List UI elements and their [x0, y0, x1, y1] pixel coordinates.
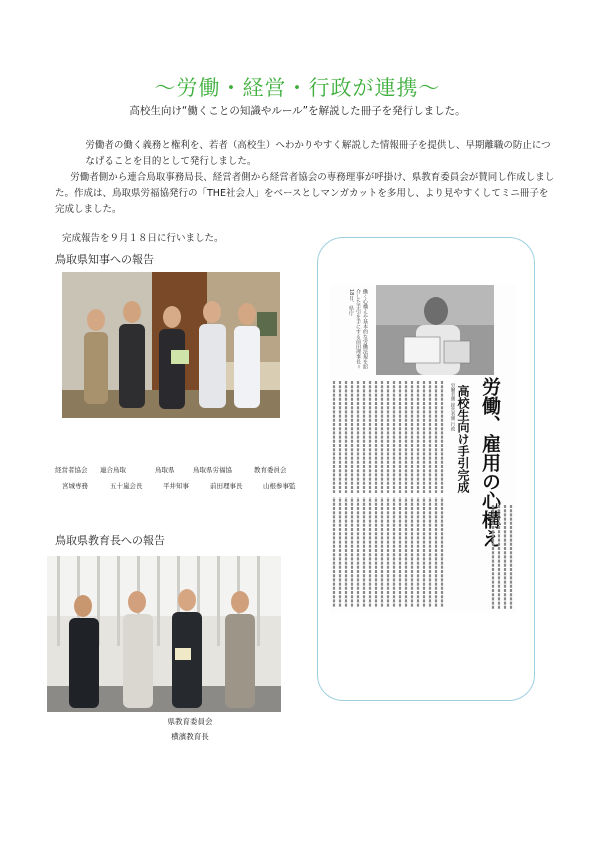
caption-name-4: 前田理事長	[210, 482, 243, 490]
governor-photo	[62, 272, 280, 418]
caption-org-2: 連合鳥取	[100, 466, 126, 474]
caption-org-4: 鳥取県労福協	[193, 466, 232, 474]
education-heading: 鳥取県教育長への報告	[55, 534, 165, 547]
caption-org-5: 教育委員会	[254, 466, 287, 474]
caption-name-1: 宮城専務	[62, 482, 88, 490]
page-title: ～労働・経営・行政が連携～	[154, 76, 441, 100]
paragraph-1: 労働者の働く義務と権利を、若者（高校生）へわかりやすく解説した情報冊子を提供し、早期離職の防止につなげることを目的として発行しました。	[85, 140, 551, 167]
caption-name-2: 五十嵐会長	[110, 482, 143, 490]
caption-name-3: 平井知事	[163, 482, 189, 490]
report-date: 完成報告を９月１８日に行いました。	[62, 233, 224, 244]
governor-heading: 鳥取県知事への報告	[55, 253, 154, 266]
clipping-article-text	[330, 377, 448, 613]
clipping-subheadline: 高校生向け手引完成	[456, 385, 470, 493]
clipping-headline: 労働、雇用の心構え	[479, 377, 501, 548]
page-subtitle: 高校生向け“働くことの知識やルール”を解説した冊子を発行しました。	[129, 105, 466, 117]
clipping-photo	[376, 285, 494, 375]
body-text	[55, 138, 555, 218]
newspaper-clipping	[330, 285, 516, 613]
clipping-byline: 労働者側 経営者側 行政	[450, 383, 455, 431]
education-caption-1: 県教育委員会	[167, 717, 213, 726]
caption-org-1: 経営者協会	[55, 466, 88, 474]
clipping-article-text-right	[490, 385, 514, 613]
caption-name-5: 山根参事監	[263, 482, 296, 490]
education-caption-2: 横濱教育長	[171, 732, 209, 741]
clipping-photo-caption: 働く心構えや基本的な労働法規を紹介した手引を手にする前田理事長＝18日、県庁	[348, 289, 368, 370]
paragraph-2: 労働者側から連合鳥取事務局長、経営者側から経営者協会の専務理事が呼掛け、県教育委員会が賛同し作成しました。作成は、鳥取県労福協発行の「THE社会人」をベースとしマンガカットを多用し、より見やすくしてミニ冊子を完成しました。	[55, 172, 555, 215]
caption-org-3: 鳥取県	[155, 466, 175, 474]
education-photo	[47, 556, 281, 712]
